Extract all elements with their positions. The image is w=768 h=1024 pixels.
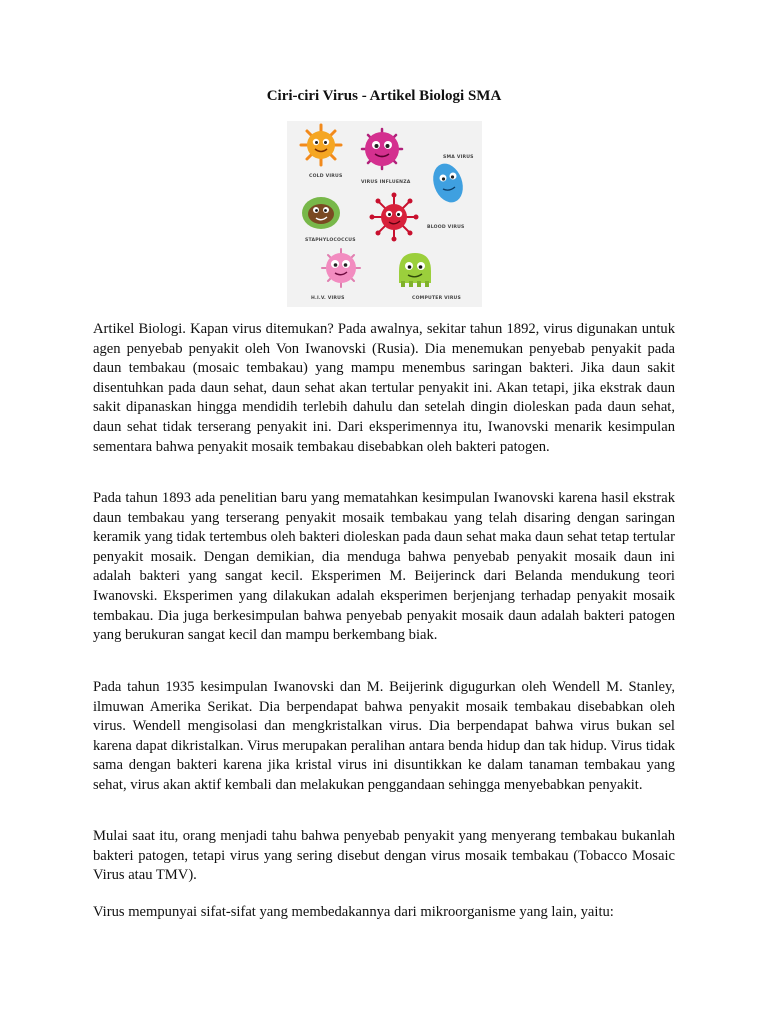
label-influenza: VIRUS INFLUENZA: [361, 180, 411, 185]
label-hiv-virus: H.I.V. VIRUS: [311, 296, 345, 301]
blue-virus-icon: [428, 159, 468, 206]
paragraph-1: Artikel Biologi. Kapan virus ditemukan? Pada awalnya, sekitar tahun 1892, virus digunakan untuk agen penyebab penyakit oleh Von Iwanovski (Rusia). Dia menemukan penyebab penyakit pada daun tembakau (mosaic tembakau) yang mampu menembus saringan bakteri. Jika daun sakit disentuhkan pada daun sehat, daun sehat akan tertular penyakit ini. Akan tetapi, jika ekstrak daun sakit dipanaskan hingga mendidih terlebih dahulu dan setelah dingin dioleskan pada daun sehat, daun sehat tidak terserang penyakit ini. Dari eksperimennya itu, Iwanovski menarik kesimpulan sementara bahwa penyakit mosaik tembakau disebabkan oleh bakteri patogen.: [93, 321, 675, 455]
paragraph-4: Mulai saat itu, orang menjadi tahu bahwa penyebab penyakit yang menyerang tembakau bukanlah bakteri patogen, tetapi virus yang sering disebut dengan virus mosaik tembakau (Tobacco Mosaic Virus atau TMV).: [93, 828, 675, 884]
computer-virus-icon: [399, 253, 431, 287]
label-staphylococcus: STAPHYLOCOCCUS: [305, 238, 356, 243]
virus-illustration: [287, 121, 482, 307]
cold-virus-icon: [301, 125, 341, 165]
paragraph-2: Pada tahun 1893 ada penelitian baru yang mematahkan kesimpulan Iwanovski karena hasil ekstrak daun tembakau yang terserang penyakit mosaik tembakau yang telah disaring dengan saringan keramik yang tidak tertembus oleh bakteri dioleskan pada daun sehat maka daun sehat tetap tertular penyakit mosaik. Dengan demikian, dia menduga bahwa penyebab penyakit mosaik daun ini adalah bakteri yang sangat kecil. Eksperimen M. Beijerinck dari Belanda mendukung teori Iwanovski. Eksperimen yang dilakukan adalah eksperimen berjenjang terhadap penyakit mosaik tembakau. Dia juga berkesimpulan bahwa penyebab penyakit mosaik daun adalah bakteri patogen yang berukuran sangat kecil dan mampu berkembang biak.: [93, 490, 675, 644]
staphylococcus-icon: [302, 197, 340, 229]
page-title: Ciri-ciri Virus - Artikel Biologi SMA: [266, 88, 502, 104]
hiv-virus-icon: [322, 249, 360, 287]
virus-cartoon-image: [287, 121, 482, 307]
label-computer-virus: COMPUTER VIRUS: [412, 296, 461, 301]
label-sma-virus: SMA VIRUS: [443, 155, 474, 160]
paragraph-5: Virus mempunyai sifat-sifat yang membedakannya dari mikroorganisme yang lain, yaitu:: [93, 904, 614, 920]
influenza-virus-icon: [362, 129, 402, 169]
label-cold-virus: COLD VIRUS: [309, 174, 343, 179]
label-blood-virus: BLOOD VIRUS: [427, 225, 465, 230]
paragraph-3: Pada tahun 1935 kesimpulan Iwanovski dan M. Beijerink digugurkan oleh Wendell M. Stanley, ilmuwan Amerika Serikat. Dia berpendapat bahwa penyakit mosaik tembakau disebabkan oleh virus. Wendell mengisolasi dan mengkristalkan virus. Dia berpendapat bahwa virus bukan sel karena dapat dikristalkan. Virus merupakan peralihan antara benda hidup dan tak hidup. Virus tidak sama dengan bakteri karena jika kristal virus ini disuntikkan ke dalam tanaman tembakau yang sehat, virus akan aktif kembali dan melakukan penggandaan sehingga menyebabkan penyakit.: [93, 679, 675, 793]
blood-virus-icon: [370, 193, 419, 242]
